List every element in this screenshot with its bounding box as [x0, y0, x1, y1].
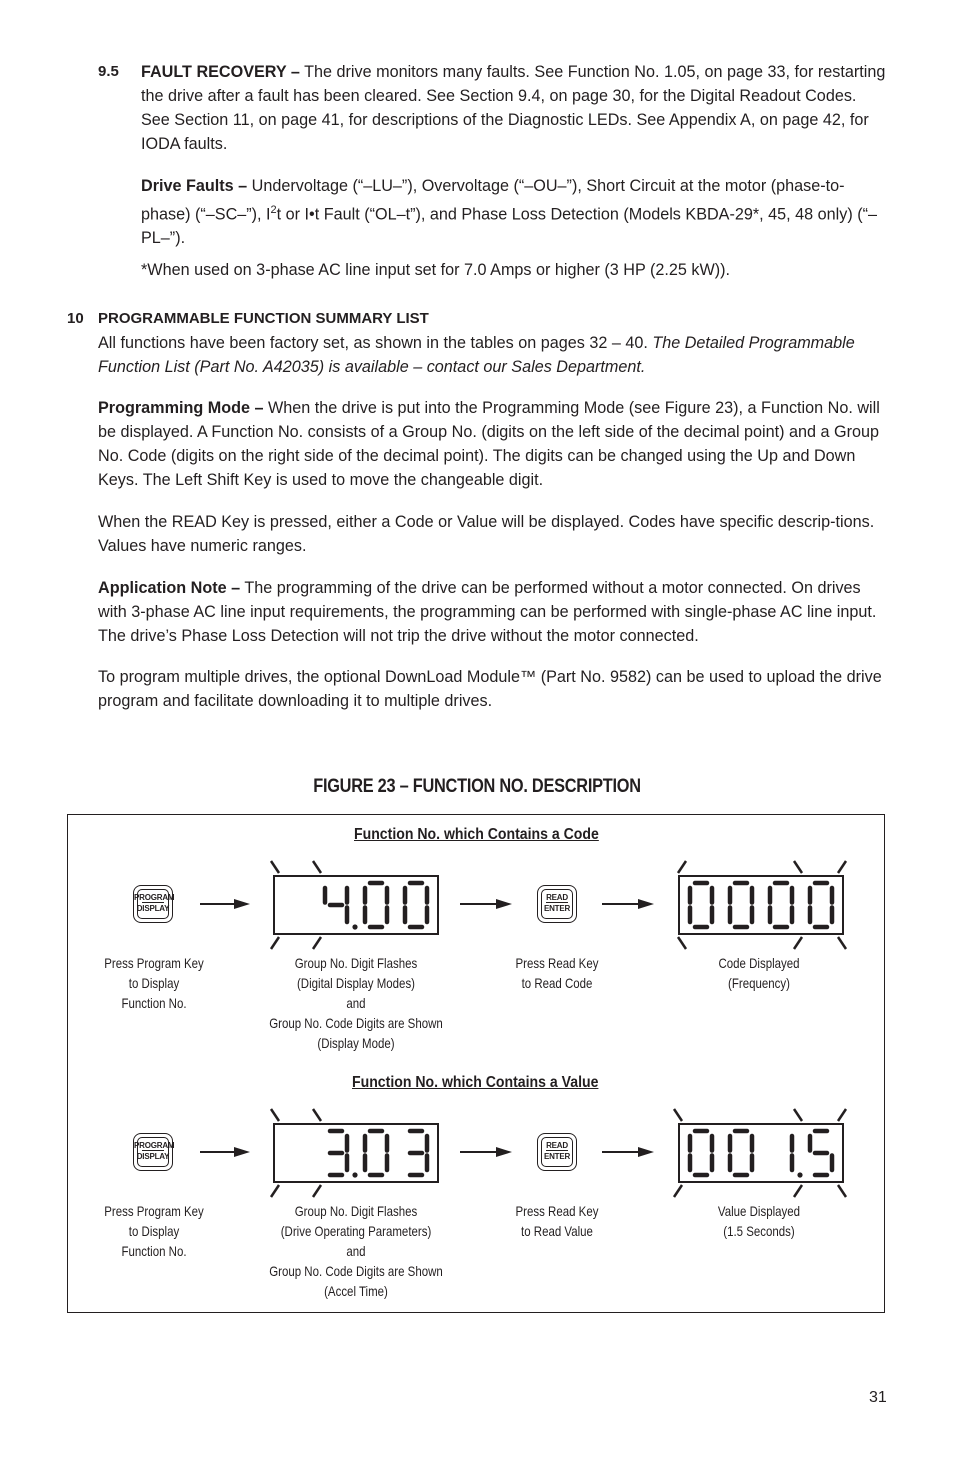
caption-group-no-flashes: Group No. Digit Flashes (Digital Display Modes) and Group No. Code Digits are Shown (Display Mode) [269, 955, 443, 1051]
programming-mode-lead: Programming Mode – [98, 399, 264, 417]
key-label-top: READ [546, 1141, 568, 1150]
display-decimal-point [352, 924, 357, 929]
fault-recovery-lead: FAULT RECOVERY – [141, 63, 300, 81]
read-key-paragraph: When the READ Key is pressed, either a Code or Value will be displayed. Codes have specific descrip-tions. Values have numeric ranges. [98, 513, 875, 555]
page-number: 31 [869, 1389, 887, 1406]
arrow-head [638, 899, 654, 909]
flash-mark [794, 1185, 802, 1197]
section-number-10: 10 [67, 310, 84, 327]
flash-mark [313, 937, 321, 949]
row2-subtitle: Function No. which Contains a Value [352, 1074, 599, 1091]
row1-subtitle: Function No. which Contains a Code [354, 826, 599, 843]
key-label-bottom: ENTER [543, 1152, 571, 1161]
section-intro-italic: The Detailed Programmable Function List (Part No. A42035) is available – contact our Sales Department. [98, 334, 855, 376]
flash-mark [794, 937, 802, 949]
flash-mark [271, 937, 279, 949]
flash-mark [794, 1109, 802, 1121]
flash-mark [838, 861, 846, 873]
caption-press-program-key: Press Program Key to Display Function No. [104, 1203, 204, 1259]
section-number: 9.5 [98, 63, 119, 80]
flash-mark [838, 937, 846, 949]
arrow-head [234, 899, 250, 909]
drive-faults-lead: Drive Faults – [141, 177, 248, 195]
application-note-text: The programming of the drive can be performed without a motor connected. On drives with 3-phase AC line input requirements, the programming can be performed with single-phase AC line input. The drive’s Phase Loss Detection will not trip the drive without the motor connected. [98, 579, 877, 645]
caption-press-read-key: Press Read Key to Read Value [515, 1203, 599, 1239]
key-label-top: PROGRAM [134, 1141, 175, 1150]
display-decimal-point [352, 1172, 357, 1177]
flash-mark [271, 861, 279, 873]
caption-value-displayed: Value Displayed (1.5 Seconds) [717, 1203, 801, 1239]
display-decimal-point [797, 1172, 802, 1177]
arrow-head [496, 899, 512, 909]
caption-group-no-flashes: Group No. Digit Flashes (Drive Operating Parameters) and Group No. Code Digits are Shown (Accel Time) [269, 1203, 443, 1299]
key-label-bottom: DISPLAY [136, 1152, 170, 1161]
figure-title: FIGURE 23 – FUNCTION NO. DESCRIPTION [313, 776, 641, 797]
drive-faults-text-b: t or I•t Fault (“OL–t”), and Phase Loss Detection (Models KBDA-29*, 45, 48 only) (“–PL–”). [141, 205, 878, 248]
flash-mark [313, 861, 321, 873]
caption-press-program-key: Press Program Key to Display Function No. [104, 955, 204, 1011]
arrow-head [234, 1147, 250, 1157]
flash-mark [794, 861, 802, 873]
caption-press-read-key: Press Read Key to Read Code [515, 955, 599, 991]
flash-mark [271, 1185, 279, 1197]
section-intro-text: All functions have been factory set, as shown in the tables on pages 32 – 40. [98, 334, 653, 352]
programming-mode-text: When the drive is put into the Programming Mode (see Figure 23), a Function No. will be displayed. A Function No. consists of a Group No. (digits on the left side of the decimal point) and a Group No. Code (digits on the right side of the decimal point). The digits can be changed using the Up and Down Keys. The Left Shift Key is used to move the changeable digit. [98, 399, 880, 489]
caption-code-displayed: Code Displayed (Frequency) [718, 955, 800, 991]
key-label-top: PROGRAM [134, 893, 175, 902]
flash-mark [313, 1109, 321, 1121]
key-label-bottom: ENTER [543, 904, 571, 913]
key-label-bottom: DISPLAY [136, 904, 170, 913]
key-label-top: READ [546, 893, 568, 902]
drive-faults-superscript: 2 [270, 204, 277, 216]
download-module-paragraph: To program multiple drives, the optional DownLoad Module™ (Part No. 9582) can be used to upload the drive program and facilitate downloading it to multiple drives. [98, 668, 882, 710]
flash-mark [838, 1109, 846, 1121]
flash-mark [838, 1185, 846, 1197]
section-heading: PROGRAMMABLE FUNCTION SUMMARY LIST [98, 310, 429, 327]
flash-mark [674, 1185, 682, 1197]
drive-faults-text-a: Undervoltage (“–LU–”), Overvoltage (“–OU–”), Short Circuit at the motor (phase-to-phase) (“–SC–”), I [141, 177, 845, 224]
arrow-head [638, 1147, 654, 1157]
arrow-head [496, 1147, 512, 1157]
fault-recovery-text: The drive monitors many faults. See Function No. 1.05, on page 33, for restarting the drive after a fault has been cleared. See Section 9.4, on page 30, for the Digital Readout Codes. See Section 11, on page 41, for descriptions of the Diagnostic LEDs. See Appendix A, on page 42, for IODA faults. [141, 63, 886, 153]
flash-mark [678, 937, 686, 949]
flash-mark [313, 1185, 321, 1197]
flash-mark [271, 1109, 279, 1121]
flash-mark [678, 861, 686, 873]
application-note-lead: Application Note – [98, 579, 241, 597]
drive-faults-footnote: *When used on 3-phase AC line input set for 7.0 Amps or higher (3 HP (2.25 kW)). [141, 261, 731, 279]
flash-mark [674, 1109, 682, 1121]
